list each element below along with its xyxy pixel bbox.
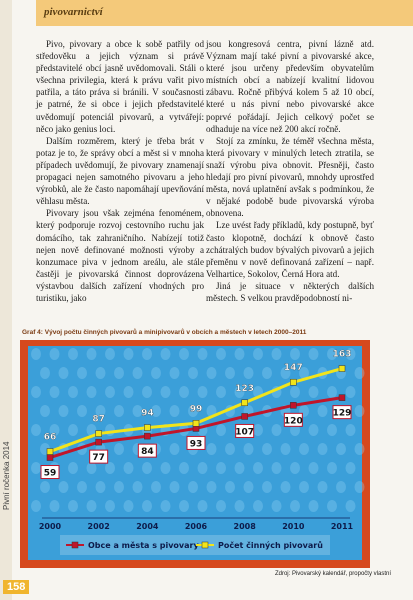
droplet: [124, 386, 134, 398]
droplet: [170, 367, 180, 379]
droplet: [179, 500, 189, 512]
droplet: [105, 462, 115, 474]
droplet: [68, 424, 78, 436]
droplet: [188, 367, 198, 379]
page-number: 158: [3, 580, 29, 594]
data-label: 66: [43, 432, 57, 443]
droplet: [253, 462, 263, 474]
droplet: [207, 481, 217, 493]
droplet: [124, 348, 134, 360]
paragraph: jsou kongresová centra, pivní lázně atd. Význam mají také pivní a pivovarské akce, které jsou určeny především obyvatelům místních obcí a nabízejí kvalitní lidovou zábavu. Ročně přibývá kolem 5 až 10 obcí, které u nás pivní nebo pivovarské akce poprvé pořádají. Jejich celkový počet se odhaduje na více než 200 akcí ročně.: [206, 39, 374, 134]
chart: [20, 340, 370, 568]
droplet: [31, 386, 41, 398]
droplet: [207, 367, 217, 379]
droplet: [161, 462, 171, 474]
droplet: [188, 481, 198, 493]
droplet: [216, 386, 226, 398]
article-column-right: [206, 38, 374, 304]
droplet: [216, 424, 226, 436]
legend-label: Obce a města s pivovary: [88, 541, 199, 550]
droplet: [124, 500, 134, 512]
yearbook-label: Pivní ročenka 2014: [2, 441, 11, 510]
droplet: [355, 443, 365, 455]
droplet: [68, 386, 78, 398]
droplet: [96, 367, 106, 379]
droplet: [179, 348, 189, 360]
data-label: 77: [92, 453, 105, 464]
data-label: 87: [92, 414, 105, 425]
data-point: [144, 425, 150, 431]
droplet: [77, 481, 87, 493]
droplet: [31, 424, 41, 436]
droplet: [161, 386, 171, 398]
x-tick-label: 2002: [87, 522, 110, 531]
data-label: 94: [141, 408, 154, 419]
droplet: [225, 367, 235, 379]
paragraph: Pivovary jsou však zejména fenoménem, který podporuje rozvoj cestovního ruchu jak domácího, tak zahraničního. Nabízejí totiž nejen nově definované možnosti výroby a konzumace piva v jednom areálu, ale stále častěji je pivovarská činnost doprovázena výstavbou dalších zařízení vhodných pro turistiku, jako: [36, 208, 204, 303]
x-tick-label: 2004: [136, 522, 159, 531]
figure-caption: Graf 4: Vývoj počtu činných pivovarů a minipivovarů v obcích a městech v letech 2000–2011: [22, 329, 307, 336]
droplet: [114, 443, 124, 455]
droplet: [253, 500, 263, 512]
data-label: 120: [283, 416, 303, 427]
droplet: [68, 500, 78, 512]
droplet: [290, 462, 300, 474]
droplet: [198, 462, 208, 474]
droplet: [309, 500, 319, 512]
droplet: [142, 386, 152, 398]
droplet: [87, 386, 97, 398]
droplet: [346, 462, 356, 474]
data-point: [339, 366, 345, 372]
droplet: [235, 348, 245, 360]
droplet: [170, 443, 180, 455]
droplet: [198, 386, 208, 398]
droplet: [281, 481, 291, 493]
droplet: [346, 386, 356, 398]
droplet: [346, 500, 356, 512]
droplet: [346, 424, 356, 436]
droplet: [105, 348, 115, 360]
data-point: [96, 431, 102, 437]
x-tick-label: 2000: [38, 522, 62, 531]
droplet: [309, 348, 319, 360]
droplet: [216, 462, 226, 474]
section-title: pivovarnictví: [44, 6, 103, 18]
data-label: 93: [189, 439, 203, 450]
droplet: [290, 386, 300, 398]
droplet: [151, 367, 161, 379]
droplet: [87, 462, 97, 474]
droplet: [318, 443, 328, 455]
droplet: [142, 348, 152, 360]
data-label: 107: [235, 427, 255, 438]
droplet: [40, 367, 50, 379]
droplet: [355, 481, 365, 493]
droplet: [31, 500, 41, 512]
droplet: [114, 481, 124, 493]
data-label: 59: [43, 468, 57, 479]
data-label: 84: [141, 447, 154, 458]
droplet: [170, 481, 180, 493]
droplet: [244, 481, 254, 493]
droplet: [87, 348, 97, 360]
droplet: [31, 462, 41, 474]
droplet: [68, 348, 78, 360]
droplet: [272, 500, 282, 512]
droplet: [244, 443, 254, 455]
droplet: [253, 348, 263, 360]
data-label: 147: [283, 363, 303, 374]
droplet: [114, 405, 124, 417]
paragraph: Lze uvést řady příkladů, kdy postupně, byť často klopotně, dochází k obnově často zchátralých budov bývalých pivovarů a jejich přeměnu v nově definovaná zařízení – např. Velhartice, Sokolov, Černá Hora atd.: [206, 220, 374, 279]
droplet: [336, 443, 346, 455]
droplet: [161, 348, 171, 360]
paragraph: Pivo, pivovary a obce k sobě patřily od středověku a jejich význam si právě představitelé obcí jasně uvědomovali. Stáli o všechna privilegia, která k právu vařit pivo patřila, a táto práva si bránili. V současnosti je patrné, že si obce i jejich představitelé uvědomují potenciál pivovarů, a vytvářejí: něco jako genius loci.: [36, 39, 204, 134]
droplet: [355, 367, 365, 379]
droplet: [50, 348, 60, 360]
droplet: [142, 500, 152, 512]
paragraph: Stojí za zmínku, že téměř všechna města, která pivovary v minulých letech ztratila, se snaží výrobu piva obnovit. Přesněji, často hledají pro pivní pivovarů, mnohdy uprostřed města, nová uplatnění avšak s podmínkou, že v nějaké podobě bude pivovarská výroba obnovena.: [206, 135, 374, 219]
droplet: [124, 462, 134, 474]
droplet: [77, 405, 87, 417]
droplet: [198, 500, 208, 512]
droplet: [59, 367, 69, 379]
droplet: [327, 462, 337, 474]
droplet: [105, 386, 115, 398]
droplet: [336, 481, 346, 493]
figure-source: Zdroj: Pivovarský kalendář, propočty vlastní: [274, 571, 391, 577]
droplet: [59, 481, 69, 493]
droplet: [327, 500, 337, 512]
section-header: [36, 0, 413, 26]
droplet: [225, 481, 235, 493]
droplet: [105, 424, 115, 436]
data-label: 99: [189, 404, 203, 415]
droplet: [290, 348, 300, 360]
droplet: [216, 348, 226, 360]
droplet: [87, 500, 97, 512]
droplet: [272, 424, 282, 436]
data-point: [47, 455, 53, 461]
droplet: [170, 405, 180, 417]
droplet: [235, 462, 245, 474]
droplet: [244, 367, 254, 379]
droplet: [272, 462, 282, 474]
article-column-left: [36, 38, 204, 304]
droplet: [142, 462, 152, 474]
droplet: [262, 443, 272, 455]
x-tick-label: 2008: [233, 522, 256, 531]
droplet: [216, 500, 226, 512]
droplet: [327, 386, 337, 398]
droplet: [151, 481, 161, 493]
x-tick-label: 2010: [282, 522, 305, 531]
data-label: 123: [235, 383, 255, 394]
paragraph: Dalším rozměrem, který je třeba brát v potaz je to, že správy obcí a měst si v mnoha případech uvědomují, že pivovary znamenají propagaci nejen samotného pivovaru a jeho výrobků, ale že často napomáhají upevňování věhlasu města.: [36, 135, 204, 207]
data-point: [193, 420, 199, 426]
page-margin-strip: [0, 0, 12, 600]
legend-label: Počet činných pivovarů: [218, 541, 323, 550]
droplet: [262, 481, 272, 493]
data-point: [242, 413, 248, 419]
droplet: [105, 500, 115, 512]
droplet: [50, 500, 60, 512]
droplet: [59, 405, 69, 417]
data-point: [290, 402, 296, 408]
droplet: [318, 481, 328, 493]
droplet: [272, 348, 282, 360]
x-tick-label: 2011: [330, 522, 354, 531]
x-tick-label: 2006: [184, 522, 208, 531]
droplet: [161, 500, 171, 512]
data-point: [339, 395, 345, 401]
droplet: [290, 500, 300, 512]
droplet: [235, 500, 245, 512]
legend-swatch-marker: [202, 542, 208, 548]
line-chart: [20, 340, 370, 568]
data-point: [47, 449, 53, 455]
droplet: [309, 386, 319, 398]
droplet: [281, 443, 291, 455]
data-label: 129: [332, 408, 352, 419]
droplet: [50, 386, 60, 398]
droplet: [327, 424, 337, 436]
droplet: [207, 443, 217, 455]
droplet: [133, 367, 143, 379]
data-point: [144, 433, 150, 439]
droplet: [309, 424, 319, 436]
droplet: [68, 462, 78, 474]
droplet: [318, 405, 328, 417]
data-point: [290, 379, 296, 385]
legend: [60, 535, 330, 555]
data-point: [96, 439, 102, 445]
droplet: [40, 481, 50, 493]
droplet: [299, 481, 309, 493]
droplet: [299, 443, 309, 455]
droplet: [133, 481, 143, 493]
data-label: 163: [332, 349, 352, 360]
droplet: [198, 348, 208, 360]
droplet: [40, 405, 50, 417]
droplet: [96, 481, 106, 493]
legend-swatch-marker: [72, 542, 78, 548]
droplet: [179, 386, 189, 398]
data-point: [242, 400, 248, 406]
droplet: [225, 443, 235, 455]
droplet: [253, 424, 263, 436]
droplet: [77, 367, 87, 379]
droplet: [262, 367, 272, 379]
droplet: [31, 348, 41, 360]
droplet: [179, 462, 189, 474]
paragraph: Jiná je situace v některých dalších městech. S velkou pravděpodobností ni-: [206, 280, 374, 303]
droplet: [309, 462, 319, 474]
droplet: [355, 405, 365, 417]
droplet: [114, 367, 124, 379]
